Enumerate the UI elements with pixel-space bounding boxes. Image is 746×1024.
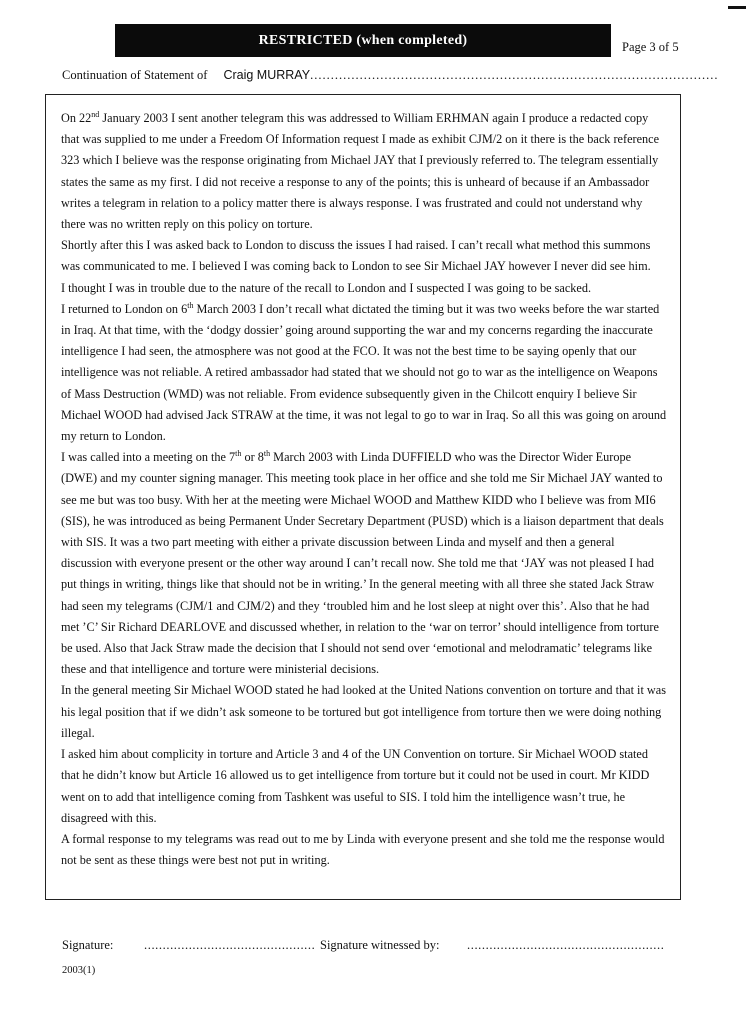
statement-paragraph: I returned to London on 6th March 2003 I don’t recall what dictated the timing but it was two weeks before the war started in Iraq. At that time, with the ‘dodgy dossier’ going around supporting the war and my concerns regarding the inaccurate intelligence I had seen, the atmosphere was not good at the FCO. It was not the best time to be saying openly that our intelligence was not reliable. A retired ambassador had stated that we should not go to war as the intelligence on Weapons of Mass Destruction (WMD) was not reliable. From evidence subsequently given in the Chilcott enquiry I believe Sir Michael WOOD had advised Jack STRAW at the time, it was not legal to go to war in Iraq. So all this was going on around my return to London.: [61, 300, 667, 444]
statement-paragraph: In the general meeting Sir Michael WOOD stated he had looked at the United Nations convention on torture and that it was his legal position that if we didn’t ask someone to be tortured but got intelligence from torture then we were doing nothing illegal.: [61, 683, 666, 740]
statement-paragraph: I was called into a meeting on the 7th or 8th March 2003 with Linda DUFFIELD who was the Director Wider Europe (DWE) and my counter signing manager. This meeting took place in her office and she told me Sir Michael JAY wanted to see me but was too busy. With her at the meeting were Michael WOOD and Matthew KIDD who I believe was from MI6 (SIS), he was introduced as being Permanent Under Secretary Department (PUSD) which is a liaison department that deals with SIS. It was a two part meeting with either a private discussion between Linda and myself and then a general discussion with everyone present or the other way around I can’t recall now. She told me that ‘JAY was not pleased I had put things in writing, things like that should not be in writing.’ In the general meeting with all three she stated Jack Straw had seen my telegrams (CJM/1 and CJM/2) and they ‘troubled him and he lost sleep at night over this’. Also that he had met ’C’ Sir Richard DEARLOVE and discussed whether, in relation to the ‘war on terror’ should intelligence from torture be used. Also that Jack Straw made the decision that I should not send over ‘emotional and melodramatic’ telegrams like these and that intelligence and torture were ministerial decisions.: [61, 449, 664, 677]
witness-line: .....................................................: [467, 938, 665, 952]
continuation-dots: ...................................................................................................: [310, 68, 719, 82]
statement-paragraph: Shortly after this I was asked back to London to discuss the issues I had raised. I can’t recall what method this summons was communicated to me. I believed I was coming back to London to see Sir Michael JAY however I never did see him.: [61, 238, 651, 274]
signature-row: [62, 938, 702, 954]
signature-line: ..............................................: [144, 938, 316, 952]
corner-mark: [728, 6, 746, 9]
signature-label: Signature:: [62, 938, 114, 952]
statement-paragraph: On 22nd January 2003 I sent another telegram this was addressed to William ERHMAN again I produce a redacted copy that was supplied to me under a Freedom Of Information request I made as exhibit CJM/2 on it there is the back reference 323 which I believe was the response originating from Michael JAY that I previously referred to. The telegram essentially states the same as my first. I did not receive a response to any of the points; this is unheard of because if an Ambassador writes a telegram in relation to a policy matter there is always response. I was frustrated and could not understand why there was no written reply on this policy on torture.: [61, 109, 660, 232]
statement-paragraph: I asked him about complicity in torture and Article 3 and 4 of the UN Convention on torture. Sir Michael WOOD stated that he didn’t know but Article 16 allowed us to get intelligence from torture but it could not be used in court. Mr KIDD went on to add that intelligence coming from Tashkent was useful to SIS. I told him the intelligence wasn’t true, he disagreed with this.: [61, 747, 650, 825]
statement-paragraph: A formal response to my telegrams was read out to me by Linda with everyone present and she told me the response would not be sent as these things were best not put in writing.: [61, 831, 665, 868]
continuation-label: Continuation of Statement of: [62, 68, 208, 82]
restricted-banner-text: RESTRICTED (when completed): [258, 32, 468, 48]
page-number: Page 3 of 5: [622, 40, 679, 54]
form-code: 2003(1): [62, 965, 96, 976]
statement-body: [45, 94, 681, 900]
statement-paragraph: I thought I was in trouble due to the nature of the recall to London and I suspected I was going to be sacked.: [61, 280, 592, 295]
witness-label: Signature witnessed by:: [320, 938, 440, 952]
restricted-banner: [115, 24, 611, 57]
statement-author-name: Craig MURRAY: [223, 68, 311, 82]
continuation-line: [62, 68, 719, 84]
